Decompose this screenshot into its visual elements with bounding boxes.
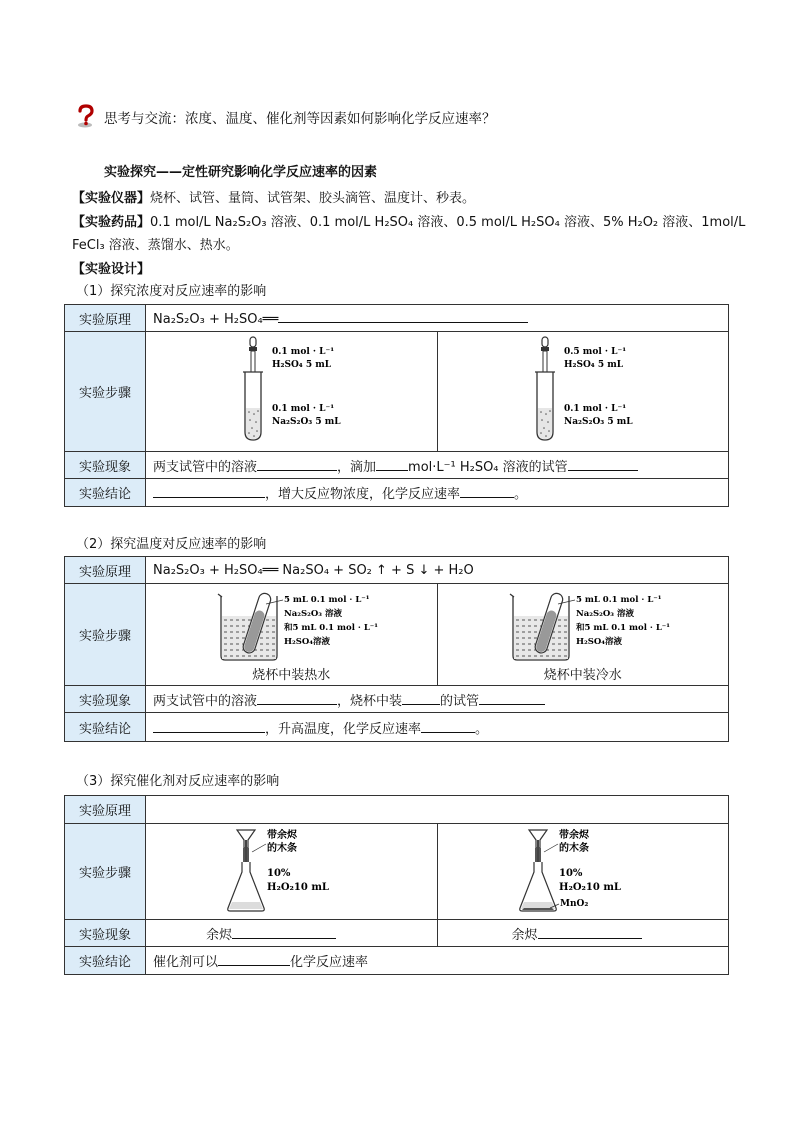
exp3-step-right [437, 824, 729, 920]
instruments-text: 烧杯、试管、量筒、试管架、胶头滴管、温度计、秒表。 [150, 191, 476, 206]
answer-blank[interactable] [479, 692, 545, 705]
exp2-phenomenon [146, 686, 729, 713]
text: ，烧杯中装 [337, 693, 403, 709]
test-tube-dropper-figure [438, 332, 722, 447]
text: 。 [514, 487, 528, 502]
fig-label: Na₂S₂O₃ 5 mL [563, 417, 633, 427]
fig-label: 5 mL 0.1 mol · L⁻¹ [284, 595, 370, 605]
fig-label: H₂SO₄溶液 [284, 637, 331, 647]
fig-label: Na₂S₂O₃ 溶液 [284, 609, 342, 619]
reagents-line-2: FeCl₃ 溶液、蒸馏水、热水。 [72, 238, 239, 253]
fig-label: Na₂S₂O₃ 5 mL [272, 417, 341, 427]
answer-blank[interactable] [460, 485, 514, 498]
answer-blank[interactable] [568, 458, 638, 471]
row-label: 实验原理 [65, 796, 146, 824]
answer-blank[interactable] [538, 926, 642, 939]
fig-label: H₂SO₄ 5 mL [563, 360, 623, 370]
exp3-step-left [146, 824, 438, 920]
beaker-figure [438, 586, 722, 664]
fig-label: 的木条 [558, 843, 589, 854]
fig-label: H₂O₂10 mL [267, 882, 329, 893]
fig-label: Na₂S₂O₃ 溶液 [575, 609, 634, 619]
fig-label: H₂SO₄溶液 [575, 637, 622, 647]
text: 化学反应速率 [290, 955, 369, 970]
answer-blank[interactable] [278, 310, 528, 323]
exp2-table [64, 556, 729, 742]
fig-label: 10% [558, 868, 582, 879]
fig-label: 和5 mL 0.1 mol · L⁻¹ [575, 623, 670, 633]
row-label: 实验结论 [65, 947, 146, 975]
fig-label: 带余烬 [558, 830, 589, 841]
text: ，增大反应物浓度，化学反应速率 [265, 487, 461, 502]
fig-label: 的木条 [267, 843, 297, 854]
fig-label: 0.1 mol · L⁻¹ [272, 347, 335, 357]
text: mol·L⁻¹ H₂SO₄ 溶液的试管 [408, 459, 568, 475]
fig-label: MnO₂ [559, 899, 588, 909]
reagents-line [72, 211, 745, 230]
row-label: 实验结论 [65, 713, 146, 742]
exp3-table [64, 795, 729, 975]
row-label: 实验步骤 [65, 824, 146, 920]
exp3-principle[interactable] [146, 796, 729, 824]
fig-label: H₂SO₄ 5 mL [272, 360, 332, 370]
fig-label: 0.5 mol · L⁻¹ [563, 347, 626, 357]
fig-label: 10% [267, 868, 291, 879]
exp3-phenomenon-left [146, 920, 438, 947]
exp2-step-right [437, 584, 729, 686]
exp3-conclusion [146, 947, 729, 975]
exp1-conclusion [146, 479, 729, 507]
reagents-label: 【实验药品】 [72, 215, 151, 230]
question-mark-icon [76, 104, 96, 128]
answer-blank[interactable] [153, 720, 265, 733]
fig-label: H₂O₂10 mL [558, 882, 621, 893]
fig-label: 带余烬 [267, 830, 297, 841]
exp1-table [64, 304, 729, 507]
row-label: 实验步骤 [65, 584, 146, 686]
text: 余烬 [206, 927, 233, 943]
test-tube-dropper-figure [146, 332, 430, 447]
answer-blank[interactable] [376, 458, 408, 471]
row-label: 实验结论 [65, 479, 146, 507]
text: 催化剂可以 [153, 955, 219, 970]
row-label: 实验原理 [65, 557, 146, 584]
reagents-text: 0.1 mol/L Na₂S₂O₃ 溶液、0.1 mol/L H₂SO₄ 溶液、0.5 mol/L H₂SO₄ 溶液、5% H₂O₂ 溶液、1mol/L [150, 215, 746, 230]
exp3-phenomenon-right [437, 920, 729, 947]
exp1-step-right [437, 332, 729, 452]
caption-cold-water: 烧杯中装冷水 [543, 668, 622, 683]
flask-splint-figure [438, 824, 722, 915]
exp1-phenomenon [146, 452, 729, 479]
row-label: 实验原理 [65, 305, 146, 332]
text: ，升高温度，化学反应速率 [265, 721, 422, 737]
exp1-step-left [146, 332, 438, 452]
exp2-principle: Na₂S₂O₃ + H₂SO₄══ Na₂SO₄ + SO₂ ↑ + S ↓ + H₂O [146, 557, 729, 584]
instruments-label: 【实验仪器】 [72, 191, 151, 206]
exp2-step-left [146, 584, 438, 686]
answer-blank[interactable] [402, 692, 440, 705]
text: ，滴加 [337, 459, 377, 475]
text: 的试管 [440, 693, 480, 709]
text: 两支试管中的溶液 [153, 459, 258, 475]
row-label: 实验步骤 [65, 332, 146, 452]
exp1-principle [146, 305, 729, 332]
exp3-title: （3）探究催化剂对反应速率的影响 [76, 774, 280, 789]
fig-label: 5 mL 0.1 mol · L⁻¹ [575, 595, 662, 605]
beaker-figure [146, 586, 430, 664]
row-label: 实验现象 [65, 920, 146, 947]
caption-hot-water: 烧杯中装热水 [252, 668, 331, 683]
text: 。 [475, 721, 489, 737]
exp2-title: （2）探究温度对反应速率的影响 [76, 537, 267, 552]
answer-blank[interactable] [218, 953, 290, 966]
answer-blank[interactable] [257, 458, 337, 471]
flask-splint-figure [146, 824, 430, 915]
exp2-conclusion [146, 713, 729, 742]
text: 余烬 [511, 927, 538, 943]
design-label: 【实验设计】 [72, 262, 151, 277]
fig-label: 和5 mL 0.1 mol · L⁻¹ [284, 623, 379, 633]
fig-label: 0.1 mol · L⁻¹ [563, 404, 626, 414]
exp1-title: （1）探究浓度对反应速率的影响 [76, 284, 267, 299]
text: 两支试管中的溶液 [153, 693, 258, 709]
think-discuss-text: 思考与交流：浓度、温度、催化剂等因素如何影响化学反应速率？ [104, 111, 496, 127]
answer-blank[interactable] [257, 692, 337, 705]
answer-blank[interactable] [421, 720, 475, 733]
fig-label: 0.1 mol · L⁻¹ [272, 404, 335, 414]
answer-blank[interactable] [153, 485, 265, 498]
row-label: 实验现象 [65, 686, 146, 713]
section-title: 实验探究——定性研究影响化学反应速率的因素 [104, 165, 378, 180]
instruments-line [72, 187, 475, 206]
answer-blank[interactable] [232, 926, 336, 939]
row-label: 实验现象 [65, 452, 146, 479]
exp1-principle-text: Na₂S₂O₃ + H₂SO₄══ [153, 311, 279, 327]
